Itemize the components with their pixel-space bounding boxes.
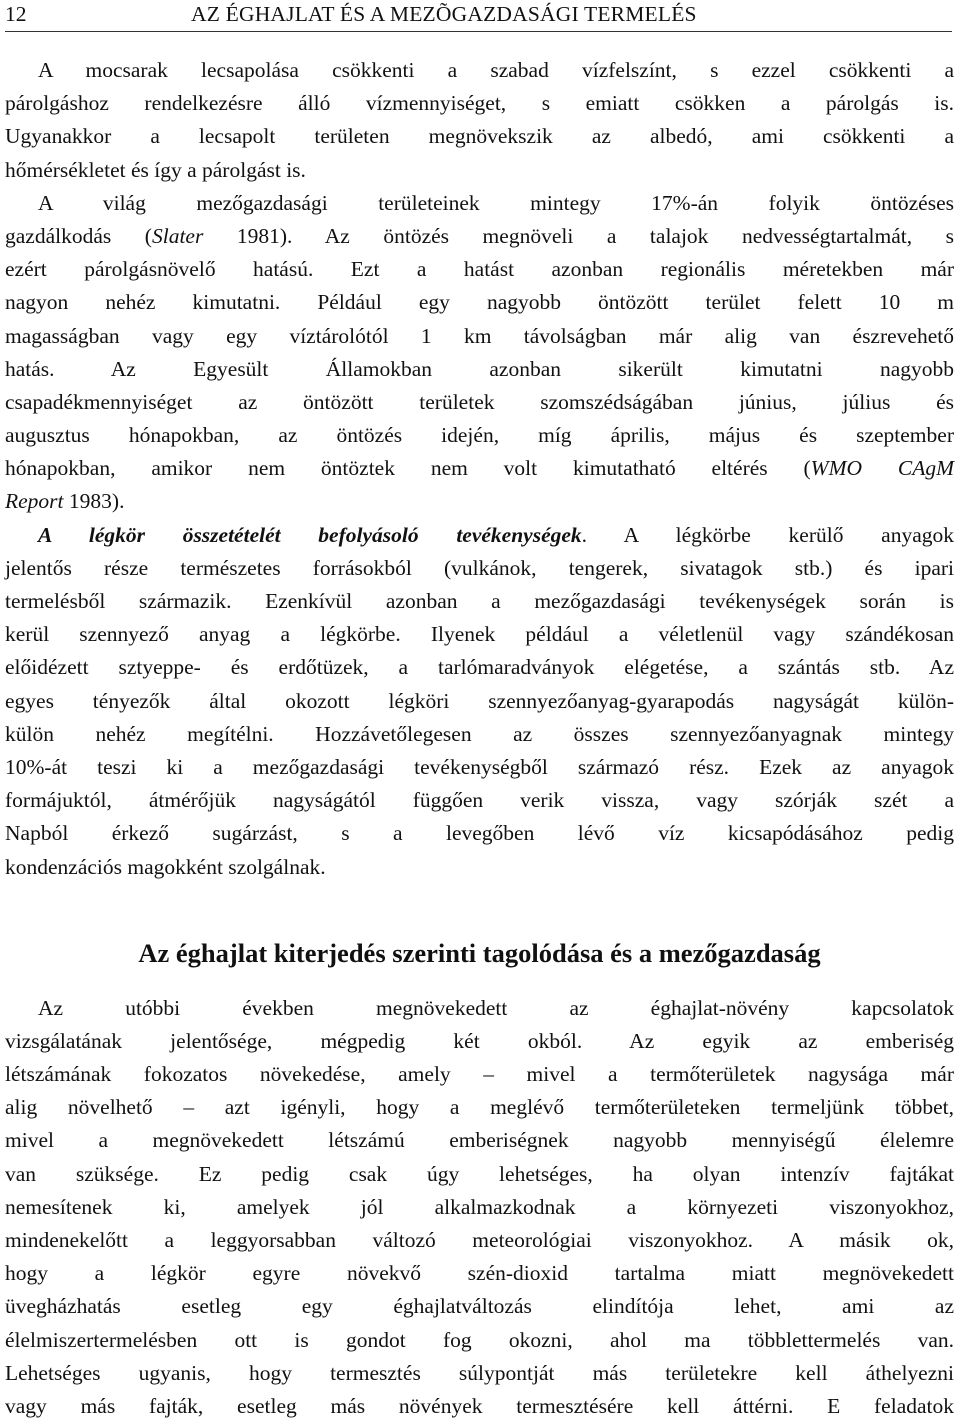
text-line: jelentős része természetes forrásokból (vulkánok, tengerek, sivatagok stb.) és ipari bbox=[5, 555, 954, 580]
text-line: Ugyanakkor a lecsapolt területen megnövekszik az albedó, ami csökkenti a bbox=[5, 124, 954, 149]
text-line: nemesítenek ki, amelyek jól alkalmazkodnak a környezeti viszonyokhoz, bbox=[5, 1194, 954, 1219]
paragraph-climate-extent bbox=[5, 992, 954, 1423]
text-line: létszámának fokozatos növekedése, amely – mivel a termőterületek nagysága már bbox=[5, 1062, 954, 1087]
section-heading: Az éghajlat kiterjedés szerinti tagolódása és a mezőgazdaság bbox=[138, 937, 821, 968]
text-line: van szüksége. Ez pedig csak úgy lehetséges, ha olyan intenzív fajtákat bbox=[5, 1161, 954, 1186]
text-line: egyes tényezők által okozott légköri szennyezőanyag-gyarapodás nagyságát külön- bbox=[5, 688, 954, 713]
text-line: hatás. Az Egyesült Államokban azonban sikerült kimutatni nagyobb bbox=[5, 356, 954, 381]
text-line: élelmiszertermelésben ott is gondot fog okozni, ahol ma többlettermelés van. bbox=[5, 1327, 954, 1352]
running-header bbox=[5, 0, 952, 32]
text-line: mivel a megnövekedett létszámú emberiségnek nagyobb mennyiségű élelemre bbox=[5, 1128, 954, 1153]
citation-author: Slater bbox=[151, 223, 204, 248]
running-header-title: AZ ÉGHAJLAT ÉS A MEZÕGAZDASÁGI TERMELÉS bbox=[191, 2, 697, 26]
page-number: 12 bbox=[5, 2, 27, 26]
text-line: előidézett sztyeppe- és erdőtüzek, a tarlómaradványok elégetése, a szántás stb. Az bbox=[5, 655, 954, 680]
page-content bbox=[5, 54, 954, 1423]
paragraph-atmosphere bbox=[5, 519, 954, 884]
inline-subheading: A légkör összetételét befolyásoló tevékenységek bbox=[38, 522, 582, 547]
text-line: üvegházhatás esetleg egy éghajlatváltozás elindítója lehet, ami az bbox=[5, 1294, 954, 1319]
text-line: vagy más fajták, esetleg más növények termesztésére kell áttérni. E feladatok bbox=[5, 1393, 954, 1418]
text-line: kondenzációs magokként szolgálnak. bbox=[5, 854, 326, 879]
citation-source: WMO CAgM bbox=[810, 456, 954, 481]
text-line: A mocsarak lecsapolása csökkenti a szabad vízfelszínt, s ezzel csökkenti a bbox=[38, 58, 954, 82]
text-line: hogy a légkör egyre növekvő szén-dioxid tartalma miatt megnövekedett bbox=[5, 1261, 954, 1286]
text-line: 10%-át teszi ki a mezőgazdasági tevékenységből származó rész. Ezek az anyagok bbox=[5, 754, 954, 779]
text-line: Napból érkező sugárzást, s a levegőben lévő víz kicsapódásához pedig bbox=[5, 821, 954, 846]
text-line: formájuktól, átmérőjük nagyságától függően verik vissza, vagy szórják szét a bbox=[5, 788, 954, 813]
paragraph-drainage bbox=[5, 54, 954, 187]
text-line: A világ mezőgazdasági területeinek mintegy 17%-án folyik öntözéses bbox=[38, 190, 954, 215]
text-line: csapadékmennyiséget az öntözött területek szomszédságában június, július és bbox=[5, 389, 954, 414]
text-line: termelésből származik. Ezenkívül azonban a mezőgazdasági tevékenységek során is bbox=[5, 589, 954, 613]
text-line: vizsgálatának jelentősége, mégpedig két okból. Az egyik az emberiség bbox=[5, 1028, 954, 1053]
text-line: Report 1983). bbox=[5, 489, 125, 514]
text-line: ezért párolgásnövelő hatású. Ezt a hatást azonban regionális méretekben már bbox=[5, 257, 954, 282]
text-line: hónapokban, amikor nem öntöztek nem volt kimutatható eltérés (WMO CAgM bbox=[5, 456, 954, 481]
text-line: külön nehéz megítélni. Hozzávetőlegesen az összes szennyezőanyagnak mintegy bbox=[5, 721, 954, 746]
text-line: alig növelhető – azt igényli, hogy a meglévő termőterületeken termeljünk többet, bbox=[5, 1095, 954, 1120]
text-line: párolgáshoz rendelkezésre álló vízmennyiséget, s emiatt csökken a párolgás is. bbox=[5, 91, 954, 116]
paragraph-irrigation bbox=[5, 187, 954, 519]
text-line: A légkör összetételét befolyásoló tevékenységek. A légkörbe kerülő anyagok bbox=[38, 522, 954, 547]
text-line: kerül szennyező anyag a légkörbe. Ilyenek például a véletlenül vagy szándékosan bbox=[5, 622, 954, 647]
text-line: mindenekelőtt a leggyorsabban változó meteorológiai viszonyokhoz. A másik ok, bbox=[5, 1228, 954, 1252]
text-line: gazdálkodás (Slater 1981). Az öntözés megnöveli a talajok nedvességtartalmát, s bbox=[5, 223, 955, 248]
text-line: magasságban vagy egy víztárolótól 1 km távolságban már alig van észrevehető bbox=[5, 323, 954, 348]
text-line: nagyon nehéz kimutatni. Például egy nagyobb öntözött terület felett 10 m bbox=[5, 290, 954, 315]
text-line: Az utóbbi években megnövekedett az éghajlat-növény kapcsolatok bbox=[38, 995, 954, 1020]
text-line: augusztus hónapokban, az öntözés idején, míg április, május és szeptember bbox=[5, 423, 954, 448]
text-line: Lehetséges ugyanis, hogy termesztés súlypontját más területekre kell áthelyezni bbox=[5, 1360, 954, 1385]
citation-source: Report bbox=[5, 489, 64, 514]
text-line: hőmérsékletet és így a párolgást is. bbox=[5, 157, 306, 182]
